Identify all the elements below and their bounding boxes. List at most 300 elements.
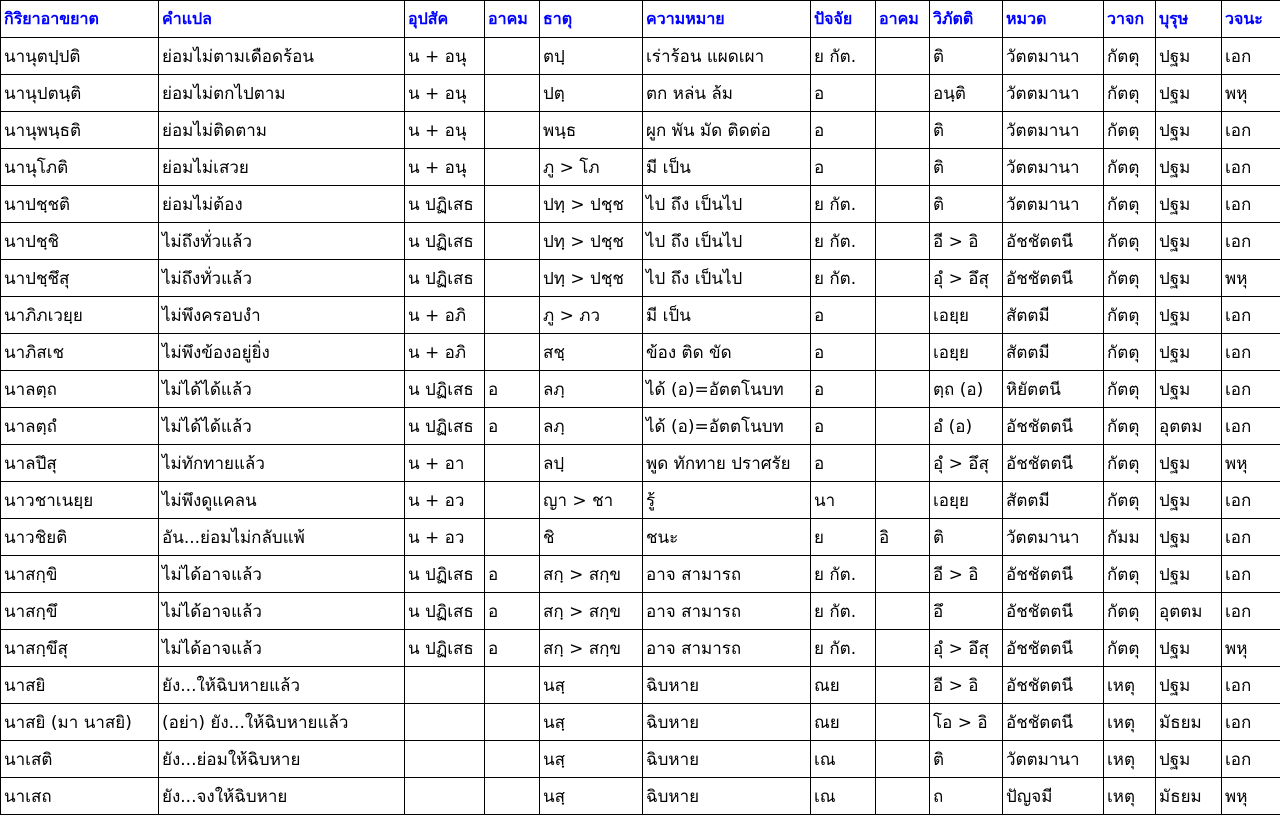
- cell-meaning: ฉิบหาย: [643, 778, 811, 815]
- cell-tense: อัชชัตตนี: [1003, 408, 1104, 445]
- cell-root: ปตฺ: [540, 75, 643, 112]
- cell-translation: ยัง...ย่อมให้ฉิบหาย: [159, 741, 405, 778]
- table-row: [1, 112, 1280, 149]
- cell-verb: นาสกฺขึ: [1, 593, 159, 630]
- cell-suffix: ย กัต.: [811, 556, 876, 593]
- cell-augment: อ: [485, 630, 540, 667]
- table-row: [1, 223, 1280, 260]
- header-row: [1, 1, 1280, 38]
- cell-augment-2: [876, 38, 930, 75]
- cell-suffix: ย กัต.: [811, 260, 876, 297]
- cell-augment: [485, 223, 540, 260]
- cell-translation: ไม่ถึงทั่วแล้ว: [159, 260, 405, 297]
- cell-root: สชฺ: [540, 334, 643, 371]
- cell-person: ปฐม: [1156, 630, 1222, 667]
- cell-translation: ไม่พึงข้องอยู่ยิ่ง: [159, 334, 405, 371]
- cell-augment-2: อิ: [876, 519, 930, 556]
- cell-ending: ถ: [930, 778, 1003, 815]
- cell-ending: เอยฺย: [930, 482, 1003, 519]
- cell-root: นสฺ: [540, 778, 643, 815]
- header-number: วจนะ: [1222, 1, 1280, 38]
- cell-number: เอก: [1222, 741, 1280, 778]
- cell-meaning: ข้อง ติด ขัด: [643, 334, 811, 371]
- cell-meaning: อาจ สามารถ: [643, 556, 811, 593]
- cell-tense: สัตตมี: [1003, 334, 1104, 371]
- cell-root: สกฺ > สกฺข: [540, 630, 643, 667]
- cell-person: ปฐม: [1156, 334, 1222, 371]
- cell-root: สกฺ > สกฺข: [540, 593, 643, 630]
- cell-number: เอก: [1222, 593, 1280, 630]
- cell-augment-2: [876, 741, 930, 778]
- cell-number: พหุ: [1222, 630, 1280, 667]
- cell-verb: นาลตฺถ: [1, 371, 159, 408]
- cell-voice: กัตตุ: [1104, 445, 1156, 482]
- cell-suffix: ย กัต.: [811, 38, 876, 75]
- cell-ending: อึ: [930, 593, 1003, 630]
- cell-prefix: น ปฏิเสธ: [405, 630, 485, 667]
- header-voice: วาจก: [1104, 1, 1156, 38]
- cell-person: มัธยม: [1156, 778, 1222, 815]
- cell-tense: อัชชัตตนี: [1003, 593, 1104, 630]
- cell-voice: กัตตุ: [1104, 593, 1156, 630]
- cell-prefix: น + อว: [405, 482, 485, 519]
- cell-suffix: อ: [811, 112, 876, 149]
- table-row: [1, 704, 1280, 741]
- cell-person: ปฐม: [1156, 223, 1222, 260]
- header-augment: อาคม: [485, 1, 540, 38]
- cell-person: ปฐม: [1156, 667, 1222, 704]
- cell-ending: อํ (อ): [930, 408, 1003, 445]
- cell-prefix: [405, 778, 485, 815]
- cell-ending: อี > อิ: [930, 667, 1003, 704]
- cell-voice: กัตตุ: [1104, 75, 1156, 112]
- cell-ending: เอยฺย: [930, 334, 1003, 371]
- cell-augment: [485, 38, 540, 75]
- header-verb: กิริยาอาขยาต: [1, 1, 159, 38]
- cell-tense: อัชชัตตนี: [1003, 630, 1104, 667]
- cell-translation: ไม่พึงดูแคลน: [159, 482, 405, 519]
- cell-ending: โอ > อิ: [930, 704, 1003, 741]
- cell-voice: กัตตุ: [1104, 408, 1156, 445]
- cell-number: เอก: [1222, 704, 1280, 741]
- cell-person: ปฐม: [1156, 741, 1222, 778]
- cell-verb: นาเสติ: [1, 741, 159, 778]
- cell-root: นสฺ: [540, 704, 643, 741]
- cell-tense: สัตตมี: [1003, 297, 1104, 334]
- cell-prefix: น + อว: [405, 519, 485, 556]
- cell-prefix: น ปฏิเสธ: [405, 260, 485, 297]
- cell-root: ปทฺ > ปชฺช: [540, 260, 643, 297]
- cell-augment-2: [876, 112, 930, 149]
- cell-suffix: เณ: [811, 741, 876, 778]
- cell-tense: อัชชัตตนี: [1003, 223, 1104, 260]
- cell-meaning: ฉิบหาย: [643, 741, 811, 778]
- cell-augment: อ: [485, 408, 540, 445]
- cell-voice: กัตตุ: [1104, 149, 1156, 186]
- table-row: [1, 149, 1280, 186]
- cell-ending: ติ: [930, 519, 1003, 556]
- cell-voice: กัตตุ: [1104, 260, 1156, 297]
- cell-root: ลภฺ: [540, 371, 643, 408]
- cell-verb: นาสยิ (มา นาสยิ): [1, 704, 159, 741]
- cell-augment-2: [876, 704, 930, 741]
- cell-meaning: มี เป็น: [643, 297, 811, 334]
- cell-translation: ยัง...ให้ฉิบหายแล้ว: [159, 667, 405, 704]
- cell-root: ปทฺ > ปชฺช: [540, 186, 643, 223]
- cell-suffix: ณย: [811, 667, 876, 704]
- cell-ending: อุํ > อึสุ: [930, 445, 1003, 482]
- cell-suffix: อ: [811, 149, 876, 186]
- cell-translation: ยัง...จงให้ฉิบหาย: [159, 778, 405, 815]
- cell-verb: นาวชิยติ: [1, 519, 159, 556]
- cell-tense: วัตตมานา: [1003, 519, 1104, 556]
- cell-augment: [485, 260, 540, 297]
- cell-verb: นานุตปฺปติ: [1, 38, 159, 75]
- cell-meaning: ไป ถึง เป็นไป: [643, 260, 811, 297]
- cell-person: ปฐม: [1156, 186, 1222, 223]
- cell-augment-2: [876, 186, 930, 223]
- cell-tense: อัชชัตตนี: [1003, 260, 1104, 297]
- cell-verb: นาปชฺชิ: [1, 223, 159, 260]
- cell-augment-2: [876, 75, 930, 112]
- cell-augment: [485, 112, 540, 149]
- cell-number: เอก: [1222, 482, 1280, 519]
- cell-augment: [485, 297, 540, 334]
- cell-ending: ตฺถ (อ): [930, 371, 1003, 408]
- cell-translation: ย่อมไม่ตามเดือดร้อน: [159, 38, 405, 75]
- cell-meaning: ฉิบหาย: [643, 667, 811, 704]
- header-ending: วิภัตติ: [930, 1, 1003, 38]
- cell-root: ลปฺ: [540, 445, 643, 482]
- cell-ending: อุํ > อึสุ: [930, 630, 1003, 667]
- cell-person: อุตตม: [1156, 408, 1222, 445]
- header-augment-2: อาคม: [876, 1, 930, 38]
- cell-tense: สัตตมี: [1003, 482, 1104, 519]
- cell-translation: ย่อมไม่ติดตาม: [159, 112, 405, 149]
- cell-verb: นาสกฺขิ: [1, 556, 159, 593]
- cell-prefix: น ปฏิเสธ: [405, 593, 485, 630]
- cell-prefix: [405, 667, 485, 704]
- cell-augment: [485, 519, 540, 556]
- cell-number: เอก: [1222, 149, 1280, 186]
- cell-translation: ไม่ได้ได้แล้ว: [159, 371, 405, 408]
- cell-suffix: ย กัต.: [811, 223, 876, 260]
- cell-prefix: น + อภิ: [405, 297, 485, 334]
- cell-root: พนฺธ: [540, 112, 643, 149]
- cell-person: ปฐม: [1156, 149, 1222, 186]
- cell-ending: ติ: [930, 38, 1003, 75]
- cell-prefix: [405, 704, 485, 741]
- cell-voice: เหตุ: [1104, 667, 1156, 704]
- cell-suffix: ย กัต.: [811, 593, 876, 630]
- cell-number: เอก: [1222, 556, 1280, 593]
- cell-suffix: อ: [811, 408, 876, 445]
- header-translation: คำแปล: [159, 1, 405, 38]
- table-row: [1, 408, 1280, 445]
- cell-tense: วัตตมานา: [1003, 38, 1104, 75]
- cell-person: ปฐม: [1156, 482, 1222, 519]
- table-body: [1, 38, 1280, 815]
- cell-number: เอก: [1222, 334, 1280, 371]
- cell-augment: [485, 667, 540, 704]
- cell-augment: [485, 778, 540, 815]
- cell-prefix: น ปฏิเสธ: [405, 371, 485, 408]
- cell-root: ญา > ชา: [540, 482, 643, 519]
- cell-number: เอก: [1222, 519, 1280, 556]
- cell-number: เอก: [1222, 667, 1280, 704]
- cell-number: เอก: [1222, 297, 1280, 334]
- table-row: [1, 445, 1280, 482]
- cell-tense: อัชชัตตนี: [1003, 556, 1104, 593]
- cell-voice: กัตตุ: [1104, 371, 1156, 408]
- cell-verb: นาลปึสุ: [1, 445, 159, 482]
- cell-meaning: ชนะ: [643, 519, 811, 556]
- cell-prefix: น + อนุ: [405, 149, 485, 186]
- cell-prefix: น + อภิ: [405, 334, 485, 371]
- cell-voice: เหตุ: [1104, 778, 1156, 815]
- cell-suffix: อ: [811, 75, 876, 112]
- cell-augment-2: [876, 297, 930, 334]
- header-meaning: ความหมาย: [643, 1, 811, 38]
- cell-voice: กัตตุ: [1104, 556, 1156, 593]
- cell-meaning: ได้ (อ)=อัตตโนบท: [643, 371, 811, 408]
- cell-translation: ไม่ได้อาจแล้ว: [159, 630, 405, 667]
- cell-augment: [485, 334, 540, 371]
- cell-augment: อ: [485, 556, 540, 593]
- cell-ending: ติ: [930, 741, 1003, 778]
- cell-augment-2: [876, 593, 930, 630]
- cell-number: พหุ: [1222, 778, 1280, 815]
- table-row: [1, 630, 1280, 667]
- cell-tense: อัชชัตตนี: [1003, 445, 1104, 482]
- table-row: [1, 519, 1280, 556]
- cell-tense: หิยัตตนี: [1003, 371, 1104, 408]
- table-row: [1, 297, 1280, 334]
- cell-meaning: ตก หล่น ล้ม: [643, 75, 811, 112]
- cell-ending: เอยฺย: [930, 297, 1003, 334]
- cell-number: พหุ: [1222, 260, 1280, 297]
- cell-verb: นานุโภติ: [1, 149, 159, 186]
- cell-translation: ไม่พึงครอบงำ: [159, 297, 405, 334]
- cell-meaning: ไป ถึง เป็นไป: [643, 223, 811, 260]
- cell-ending: ติ: [930, 149, 1003, 186]
- cell-prefix: น + อนุ: [405, 112, 485, 149]
- cell-augment: อ: [485, 593, 540, 630]
- cell-meaning: รู้: [643, 482, 811, 519]
- table-row: [1, 75, 1280, 112]
- cell-meaning: เร่าร้อน แผดเผา: [643, 38, 811, 75]
- cell-voice: เหตุ: [1104, 741, 1156, 778]
- cell-root: นสฺ: [540, 667, 643, 704]
- cell-person: ปฐม: [1156, 556, 1222, 593]
- header-suffix: ปัจจัย: [811, 1, 876, 38]
- table-row: [1, 482, 1280, 519]
- cell-augment-2: [876, 556, 930, 593]
- cell-meaning: อาจ สามารถ: [643, 593, 811, 630]
- cell-person: อุตตม: [1156, 593, 1222, 630]
- cell-translation: (อย่า) ยัง...ให้ฉิบหายแล้ว: [159, 704, 405, 741]
- cell-tense: วัตตมานา: [1003, 149, 1104, 186]
- cell-voice: กัตตุ: [1104, 38, 1156, 75]
- cell-root: ลภฺ: [540, 408, 643, 445]
- table-row: [1, 371, 1280, 408]
- cell-root: ปทฺ > ปชฺช: [540, 223, 643, 260]
- cell-ending: อุํ > อึสุ: [930, 260, 1003, 297]
- cell-number: เอก: [1222, 371, 1280, 408]
- cell-verb: นาสกฺขึสุ: [1, 630, 159, 667]
- cell-augment: อ: [485, 371, 540, 408]
- cell-number: เอก: [1222, 408, 1280, 445]
- cell-tense: วัตตมานา: [1003, 741, 1104, 778]
- cell-voice: กัตตุ: [1104, 223, 1156, 260]
- cell-number: พหุ: [1222, 75, 1280, 112]
- cell-suffix: นา: [811, 482, 876, 519]
- cell-verb: นานุพนฺธติ: [1, 112, 159, 149]
- cell-meaning: ผูก พัน มัด ติดต่อ: [643, 112, 811, 149]
- cell-tense: วัตตมานา: [1003, 112, 1104, 149]
- cell-meaning: พูด ทักทาย ปราศรัย: [643, 445, 811, 482]
- cell-augment-2: [876, 223, 930, 260]
- cell-tense: วัตตมานา: [1003, 186, 1104, 223]
- cell-prefix: น ปฏิเสธ: [405, 186, 485, 223]
- table-row: [1, 334, 1280, 371]
- cell-root: ตปฺ: [540, 38, 643, 75]
- cell-person: ปฐม: [1156, 519, 1222, 556]
- cell-voice: กัตตุ: [1104, 112, 1156, 149]
- cell-verb: นาปชฺชึสุ: [1, 260, 159, 297]
- cell-suffix: อ: [811, 445, 876, 482]
- cell-augment-2: [876, 149, 930, 186]
- cell-augment-2: [876, 778, 930, 815]
- cell-suffix: อ: [811, 334, 876, 371]
- cell-ending: ติ: [930, 186, 1003, 223]
- cell-person: ปฐม: [1156, 445, 1222, 482]
- cell-person: ปฐม: [1156, 371, 1222, 408]
- cell-person: ปฐม: [1156, 75, 1222, 112]
- cell-prefix: น ปฏิเสธ: [405, 556, 485, 593]
- header-tense: หมวด: [1003, 1, 1104, 38]
- cell-translation: ไม่ได้อาจแล้ว: [159, 556, 405, 593]
- cell-augment-2: [876, 667, 930, 704]
- cell-translation: อัน...ย่อมไม่กลับแพ้: [159, 519, 405, 556]
- cell-verb: นาสยิ: [1, 667, 159, 704]
- cell-root: ภู > ภว: [540, 297, 643, 334]
- cell-voice: กัตตุ: [1104, 630, 1156, 667]
- cell-augment-2: [876, 630, 930, 667]
- cell-prefix: น ปฏิเสธ: [405, 408, 485, 445]
- cell-ending: อี > อิ: [930, 556, 1003, 593]
- header-root: ธาตุ: [540, 1, 643, 38]
- table-row: [1, 38, 1280, 75]
- cell-meaning: ได้ (อ)=อัตตโนบท: [643, 408, 811, 445]
- cell-root: ภู > โภ: [540, 149, 643, 186]
- cell-root: นสฺ: [540, 741, 643, 778]
- cell-tense: อัชชัตตนี: [1003, 667, 1104, 704]
- cell-verb: นาวชาเนยฺย: [1, 482, 159, 519]
- table-row: [1, 593, 1280, 630]
- cell-number: เอก: [1222, 186, 1280, 223]
- cell-meaning: ฉิบหาย: [643, 704, 811, 741]
- cell-person: มัธยม: [1156, 704, 1222, 741]
- cell-voice: เหตุ: [1104, 704, 1156, 741]
- cell-ending: อี > อิ: [930, 223, 1003, 260]
- cell-voice: กัตตุ: [1104, 334, 1156, 371]
- table-row: [1, 260, 1280, 297]
- cell-augment-2: [876, 260, 930, 297]
- cell-tense: ปัญจมี: [1003, 778, 1104, 815]
- cell-prefix: น + อา: [405, 445, 485, 482]
- cell-meaning: อาจ สามารถ: [643, 630, 811, 667]
- cell-person: ปฐม: [1156, 260, 1222, 297]
- cell-suffix: ย กัต.: [811, 630, 876, 667]
- cell-number: เอก: [1222, 38, 1280, 75]
- cell-prefix: น ปฏิเสธ: [405, 223, 485, 260]
- cell-number: เอก: [1222, 112, 1280, 149]
- cell-suffix: เณ: [811, 778, 876, 815]
- cell-verb: นาภิสเช: [1, 334, 159, 371]
- cell-prefix: น + อนุ: [405, 75, 485, 112]
- cell-person: ปฐม: [1156, 297, 1222, 334]
- cell-ending: ติ: [930, 112, 1003, 149]
- cell-tense: อัชชัตตนี: [1003, 704, 1104, 741]
- cell-root: ชิ: [540, 519, 643, 556]
- cell-augment-2: [876, 408, 930, 445]
- cell-augment-2: [876, 334, 930, 371]
- cell-augment-2: [876, 371, 930, 408]
- cell-person: ปฐม: [1156, 38, 1222, 75]
- header-prefix: อุปสัค: [405, 1, 485, 38]
- cell-translation: ย่อมไม่ต้อง: [159, 186, 405, 223]
- cell-suffix: ย กัต.: [811, 186, 876, 223]
- cell-augment-2: [876, 445, 930, 482]
- cell-ending: อนฺติ: [930, 75, 1003, 112]
- cell-augment: [485, 149, 540, 186]
- cell-translation: ย่อมไม่เสวย: [159, 149, 405, 186]
- cell-translation: ไม่ได้ได้แล้ว: [159, 408, 405, 445]
- cell-verb: นาภิภเวยฺย: [1, 297, 159, 334]
- table-row: [1, 667, 1280, 704]
- cell-number: เอก: [1222, 223, 1280, 260]
- cell-meaning: มี เป็น: [643, 149, 811, 186]
- cell-person: ปฐม: [1156, 112, 1222, 149]
- cell-voice: กัตตุ: [1104, 297, 1156, 334]
- table-row: [1, 741, 1280, 778]
- table-row: [1, 556, 1280, 593]
- cell-augment: [485, 741, 540, 778]
- cell-augment: [485, 704, 540, 741]
- cell-augment: [485, 75, 540, 112]
- cell-suffix: ย: [811, 519, 876, 556]
- table-row: [1, 778, 1280, 815]
- cell-translation: ไม่ถึงทั่วแล้ว: [159, 223, 405, 260]
- cell-tense: วัตตมานา: [1003, 75, 1104, 112]
- cell-suffix: อ: [811, 371, 876, 408]
- cell-suffix: อ: [811, 297, 876, 334]
- cell-prefix: [405, 741, 485, 778]
- cell-verb: นานุปตนฺติ: [1, 75, 159, 112]
- cell-verb: นาเสถ: [1, 778, 159, 815]
- cell-translation: ไม่ทักทายแล้ว: [159, 445, 405, 482]
- cell-prefix: น + อนุ: [405, 38, 485, 75]
- cell-voice: กัมม: [1104, 519, 1156, 556]
- cell-augment-2: [876, 482, 930, 519]
- cell-augment: [485, 482, 540, 519]
- cell-root: สกฺ > สกฺข: [540, 556, 643, 593]
- cell-verb: นาลตฺถํ: [1, 408, 159, 445]
- cell-voice: กัตตุ: [1104, 482, 1156, 519]
- cell-translation: ไม่ได้อาจแล้ว: [159, 593, 405, 630]
- cell-meaning: ไป ถึง เป็นไป: [643, 186, 811, 223]
